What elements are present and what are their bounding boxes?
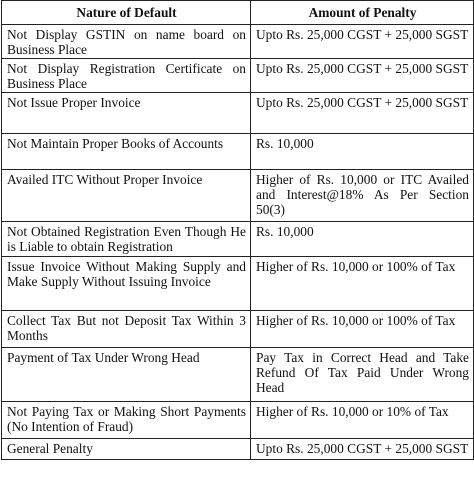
nature-cell: Not Display Registration Certificate on Business Place <box>2 59 251 93</box>
table-row <box>2 25 474 59</box>
nature-cell: Not Obtained Registration Even Though He is Liable to obtain Registration <box>2 222 251 257</box>
table-row <box>2 257 474 311</box>
nature-cell: Not Paying Tax or Making Short Payments (No Intention of Fraud) <box>2 402 251 439</box>
penalty-cell: Higher of Rs. 10,000 or 100% of Tax <box>251 257 474 311</box>
nature-cell: Not Issue Proper Invoice <box>2 93 251 134</box>
penalty-cell: Rs. 10,000 <box>251 222 474 257</box>
nature-cell: Not Display GSTIN on name board on Business Place <box>2 25 251 59</box>
table-row <box>2 59 474 93</box>
header-nature-of-default: Nature of Default <box>2 1 251 25</box>
table-header <box>2 1 474 25</box>
nature-cell: Not Maintain Proper Books of Accounts <box>2 134 251 170</box>
header-row <box>2 1 474 25</box>
penalty-cell: Higher of Rs. 10,000 or 10% of Tax <box>251 402 474 439</box>
nature-cell: General Penalty <box>2 439 251 460</box>
penalty-cell: Upto Rs. 25,000 CGST + 25,000 SGST <box>251 59 474 93</box>
table-row <box>2 222 474 257</box>
header-amount-of-penalty: Amount of Penalty <box>251 1 474 25</box>
nature-cell: Payment of Tax Under Wrong Head <box>2 348 251 402</box>
table-row <box>2 93 474 134</box>
table-row <box>2 439 474 460</box>
table-row <box>2 134 474 170</box>
penalty-cell: Upto Rs. 25,000 CGST + 25,000 SGST <box>251 25 474 59</box>
penalty-table <box>1 0 474 460</box>
penalty-cell: Upto Rs. 25,000 CGST + 25,000 SGST <box>251 93 474 134</box>
penalty-cell: Rs. 10,000 <box>251 134 474 170</box>
table-row <box>2 170 474 222</box>
nature-cell: Issue Invoice Without Making Supply and Make Supply Without Issuing Invoice <box>2 257 251 311</box>
penalty-cell: Upto Rs. 25,000 CGST + 25,000 SGST <box>251 439 474 460</box>
penalty-cell: Higher of Rs. 10,000 or 100% of Tax <box>251 311 474 348</box>
penalty-cell: Pay Tax in Correct Head and Take Refund Of Tax Paid Under Wrong Head <box>251 348 474 402</box>
table-row <box>2 402 474 439</box>
table-row <box>2 311 474 348</box>
nature-cell: Availed ITC Without Proper Invoice <box>2 170 251 222</box>
table-row <box>2 348 474 402</box>
nature-cell: Collect Tax But not Deposit Tax Within 3 Months <box>2 311 251 348</box>
table-body <box>2 25 474 460</box>
penalty-cell: Higher of Rs. 10,000 or ITC Availed and Interest@18% As Per Section 50(3) <box>251 170 474 222</box>
